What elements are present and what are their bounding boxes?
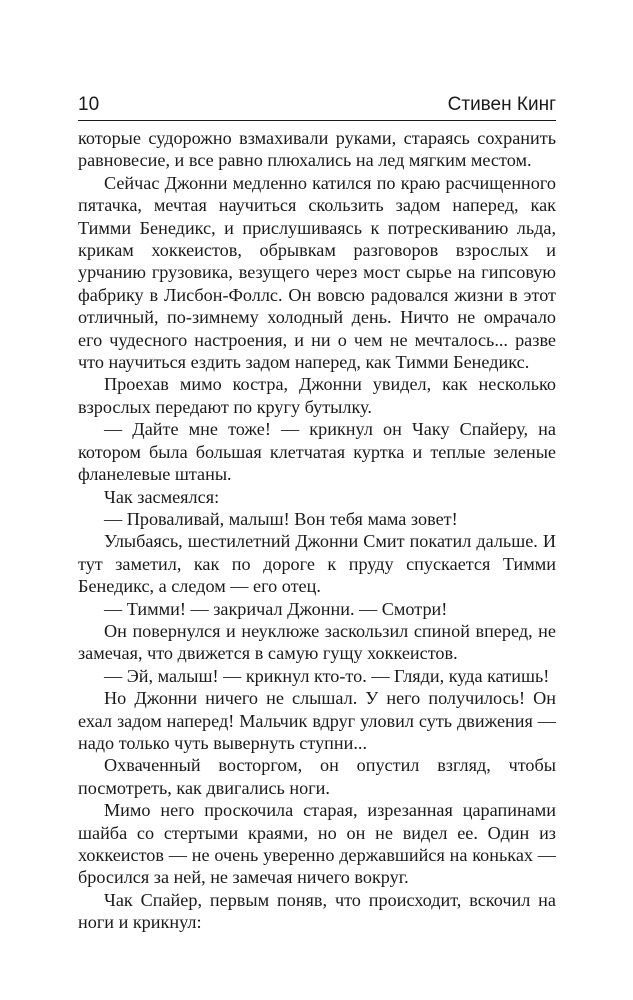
- paragraph: — Дайте мне тоже! — крикнул он Чаку Спайеру, на котором была большая клетчатая куртка и теплые зеленые фланелевые штаны.: [78, 419, 556, 485]
- running-head-author: Стивен Кинг: [447, 94, 556, 115]
- paragraph: Чак Спайер, первым поняв, что происходит, вскочил на ноги и крикнул:: [78, 889, 556, 933]
- paragraph: Сейчас Джонни медленно катился по краю расчищенного пятачка, мечтая научиться скользить задом наперед, как Тимми Бенедикс, и прислушиваясь к потрескиванию льда, крикам хоккеистов, обрывкам разговоров взрослых и урчанию грузовика, везущего через мост сырье на гипсовую фабрику в Лисбон-Фоллс. Он вовсю радовался жизни в этот отличный, по-зимнему холодный день. Ничто не омрачало его чудесного настроения, и ни о чем не мечталось... разве что научиться ездить задом наперед, как Тимми Бенедикс.: [78, 172, 556, 373]
- paragraph: Охваченный восторгом, он опустил взгляд, чтобы посмотреть, как двигались ноги.: [78, 755, 556, 798]
- paragraph: — Проваливай, малыш! Вон тебя мама зовет!: [104, 508, 458, 529]
- body-text: [78, 127, 556, 934]
- paragraph: Проехав мимо костра, Джонни увидел, как несколько взрослых передают по кругу бутылку.: [78, 374, 556, 417]
- paragraph: — Тимми! — закричал Джонни. — Смотри!: [104, 598, 448, 619]
- paragraph: Мимо него проскочила старая, изрезанная царапинами шайба со стертыми краями, но он не видел ее. Один из хоккеистов — не очень уверенно державшийся на коньках — бросился за ней, не замечая ничего вокруг.: [78, 800, 556, 888]
- paragraph: Улыбаясь, шестилетний Джонни Смит покатил дальше. И тут заметил, как по дороге к пруду спускается Тимми Бенедикс, а следом — его отец.: [78, 531, 556, 597]
- paragraph: Он повернулся и неуклюже заскользил спиной вперед, не замечая, что движется в самую гущу хоккеистов.: [78, 620, 556, 664]
- running-header: [78, 92, 556, 121]
- paragraph: которые судорожно взмахивали руками, стараясь сохранить равновесие, и все равно плюхались на лед мягким местом.: [78, 128, 556, 171]
- paragraph: — Эй, малыш! — крикнул кто-то. — Гляди, куда катишь!: [104, 665, 550, 686]
- book-page: [78, 92, 556, 934]
- page-number: 10: [78, 94, 100, 115]
- paragraph: Но Джонни ничего не слышал. У него получилось! Он ехал задом наперед! Мальчик вдруг уловил суть движения — надо только чуть вывернуть ступни...: [78, 688, 556, 753]
- paragraph: Чак засмеялся:: [104, 486, 220, 507]
